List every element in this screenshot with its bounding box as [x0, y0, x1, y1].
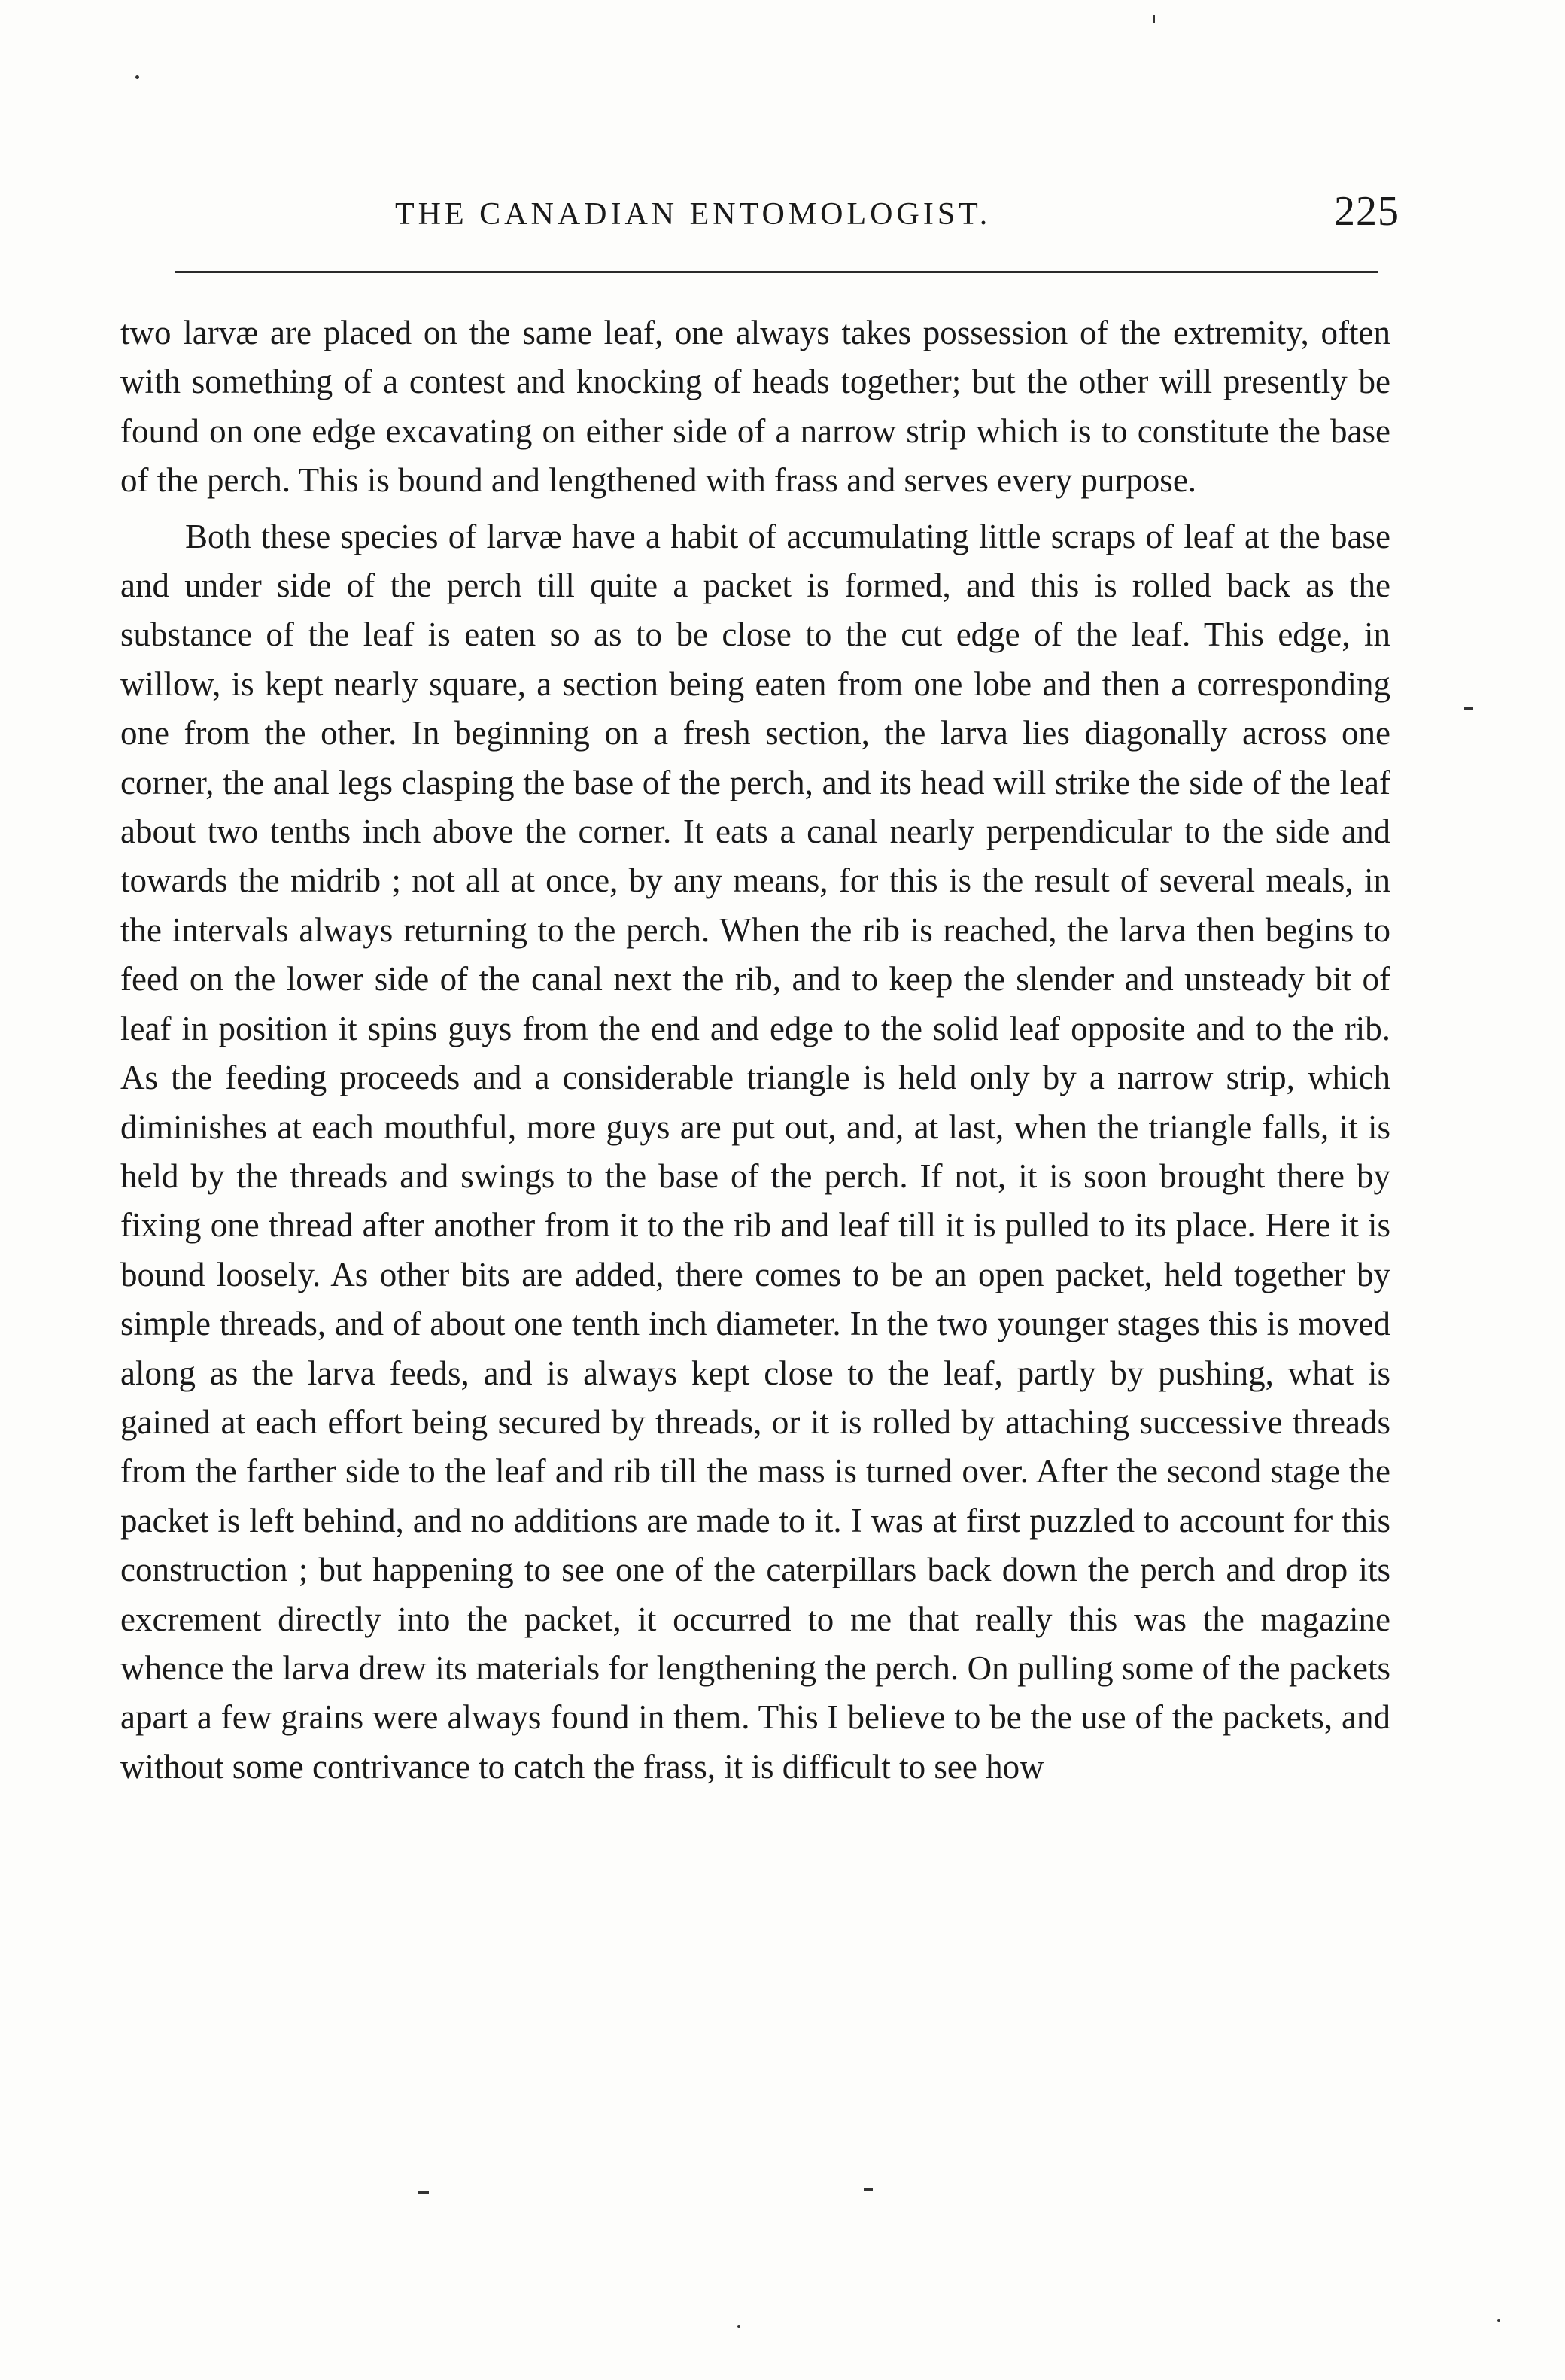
print-speck [418, 2191, 429, 2194]
header-rule [175, 271, 1378, 273]
print-speck [135, 75, 139, 79]
print-speck [1464, 707, 1473, 710]
print-speck [737, 2325, 740, 2328]
body-text [120, 309, 1390, 1792]
page-number: 225 [1334, 188, 1399, 235]
print-speck [1497, 2319, 1500, 2322]
page-header [120, 188, 1399, 241]
print-speck [864, 2188, 873, 2191]
running-title: THE CANADIAN ENTOMOLOGIST. [395, 197, 992, 232]
paragraph-2: Both these species of larvæ have a habit of accumulating little scraps of leaf at the base and under side of the perch till quite a packet is formed, and this is rolled back as the substance of the leaf is eaten so as to be close to the cut edge of the leaf. This edge, in willow, is kept nearly square, a section being eaten from one lobe and then a corresponding one from the other. In beginning on a fresh section, the larva lies diagonally across one corner, the anal legs clasping the base of the perch, and its head will strike the side of the leaf about two tenths inch above the corner. It eats a canal nearly perpendicular to the side and towards the midrib ; not all at once, by any means, for this is the result of several meals, in the intervals always returning to the perch. When the rib is reached, the larva then begins to feed on the lower side of the canal next the rib, and to keep the slender and unsteady bit of leaf in position it spins guys from the end and edge to the solid leaf opposite and to the rib. As the feeding proceeds and a considerable triangle is held only by a narrow strip, which diminishes at each mouthful, more guys are put out, and, at last, when the triangle falls, it is held by the threads and swings to the base of the perch. If not, it is soon brought there by fixing one thread after another from it to the rib and leaf till it is pulled to its place. Here it is bound loosely. As other bits are added, there comes to be an open packet, held together by simple threads, and of about one tenth inch diameter. In the two younger stages this is moved along as the larva feeds, and is always kept close to the leaf, partly by pushing, what is gained at each effort being secured by threads, or it is rolled by attaching successive threads from the farther side to the leaf and rib till the mass is turned over. After the second stage the packet is left behind, and no additions are made to it. I was at first puzzled to account for this construction ; but happening to see one of the caterpillars back down the perch and drop its excrement directly into the packet, it occurred to me that really this was the magazine whence the larva drew its materials for lengthening the perch. On pulling some of the packets apart a few grains were always found in them. This I believe to be the use of the packets, and without some contrivance to catch the frass, it is difficult to see how [120, 517, 1390, 1786]
paragraph-1: two larvæ are placed on the same leaf, one always takes possession of the extremity, often with something of a contest and knocking of heads together; but the other will presently be found on one edge excavating on either side of a narrow strip which is to constitute the base of the perch. This is bound and lengthened with frass and serves every purpose. [120, 314, 1390, 500]
print-speck [1153, 15, 1155, 23]
